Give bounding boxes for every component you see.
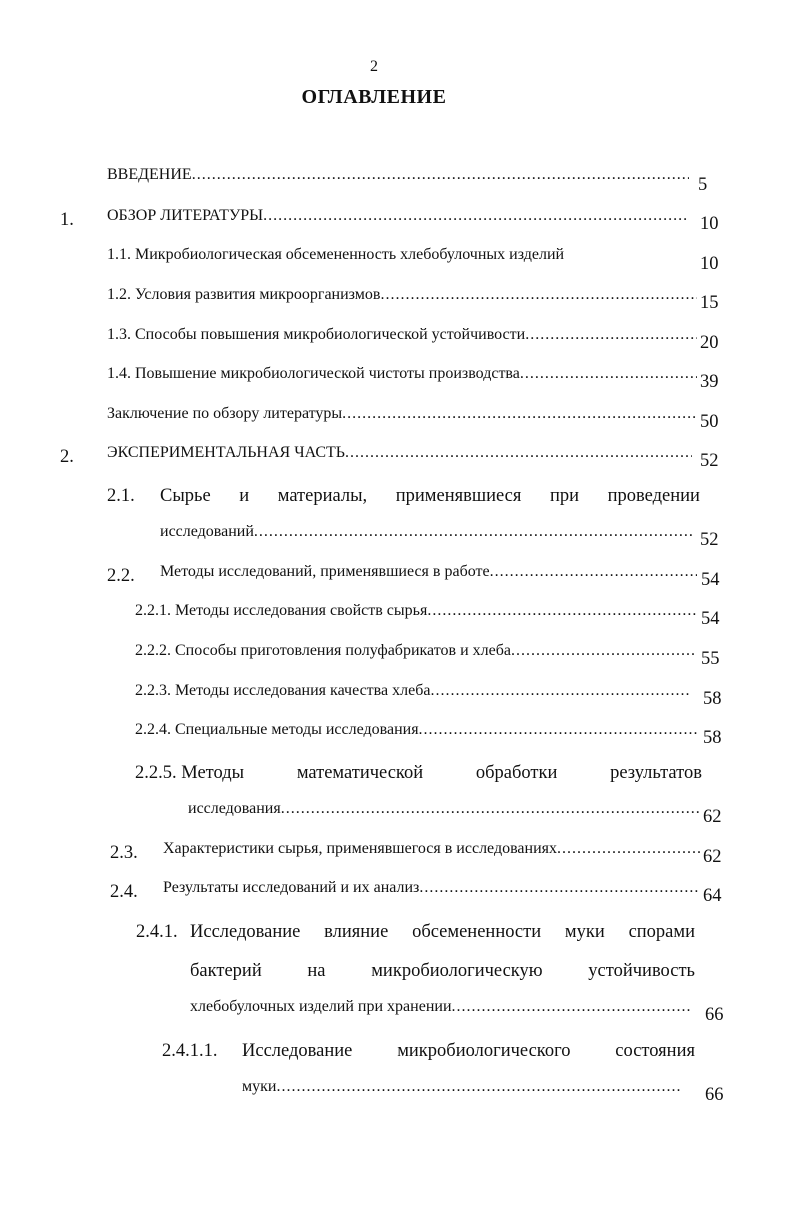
toc-page-number: 54 [701,609,720,629]
leader-dots [276,1078,680,1096]
page-number: 2 [370,58,378,75]
leader-dots [192,166,689,184]
toc-entry-2-1-line1[interactable] [160,483,700,509]
toc-entry-text: 2.2.1. Методы исследования свойств сырья [135,602,428,619]
word: 2.2.5. Методы [135,763,245,783]
word: при [549,486,580,506]
word: обсемененности [412,922,542,942]
toc-page-number: 58 [703,728,722,748]
toc-entry-text: муки [242,1078,277,1095]
toc-entry-2[interactable] [107,444,692,462]
toc-entry-2-1-line2[interactable] [160,523,692,541]
toc-entry-text: ОБЗОР ЛИТЕРАТУРЫ [107,207,264,224]
toc-page-number: 10 [700,254,719,274]
word: результатов [610,763,702,783]
section-number: 2.4.1. [136,922,178,942]
toc-entry-2-4-1-1-line1[interactable] [242,1038,695,1064]
section-number: 2.3. [110,843,138,863]
toc-page-number: 15 [700,293,719,313]
word: на [307,961,326,981]
word: Исследование [190,922,301,942]
leader-dots [345,444,692,462]
word: микробиологического [397,1041,571,1061]
toc-page-number: 5 [698,175,708,195]
toc-entry-text: Заключение по обзору литературы [107,405,343,422]
toc-page-number: 50 [700,412,719,432]
leader-dots [490,563,697,581]
toc-entry-2-4[interactable] [163,879,700,897]
toc-entry-2-4-1-line1[interactable] [190,919,695,945]
toc-page-number: 64 [703,886,722,906]
toc-entry-text: 1.2. Условия развития микроорганизмов [107,286,381,303]
leader-dots [557,840,700,858]
leader-dots [419,721,697,739]
toc-entry-text: 1.3. Способы повышения микробиологической устойчивости [107,326,526,343]
word: Сырье [160,486,211,506]
leader-dots [525,326,697,344]
word: обработки [475,763,558,783]
section-number: 2.2. [107,566,135,586]
toc-entry-text: 1.1. Микробиологическая обсемененность хлебобулочных изделий [107,246,565,263]
toc-entry-2-2-5-line1[interactable] [135,760,702,786]
toc-entry-text: ВВЕДЕНИЕ [107,166,192,183]
word: муки [564,922,605,942]
leader-dots [427,602,697,620]
toc-entry-intro[interactable] [107,166,689,184]
toc-entry-2-3[interactable] [163,840,700,858]
toc-page-number: 55 [701,649,720,669]
toc-page-number: 52 [700,530,719,550]
toc-page-number: 10 [700,214,719,234]
word: материалы, [277,486,368,506]
toc-page-number: 54 [701,570,720,590]
word: бактерий [190,961,262,981]
toc-entry-2-4-1-line2[interactable] [190,958,695,984]
word: применявшиеся [395,486,522,506]
section-number: 2.1. [107,486,135,506]
toc-entry-2-2-1[interactable] [135,602,697,620]
toc-entry-1[interactable] [107,207,689,225]
toc-entry-text: 2.2.2. Способы приготовления полуфабрикатов и хлеба [135,642,511,659]
word: влияние [324,922,389,942]
toc-entry-text: 2.2.4. Специальные методы исследования [135,721,419,738]
leader-dots [511,642,697,660]
toc-entry-2-2-4[interactable] [135,721,697,739]
toc-entry-text: ЭКСПЕРИМЕНТАЛЬНАЯ ЧАСТЬ [107,444,345,461]
toc-page-number: 62 [703,847,722,867]
toc-entry-2-2-5-line2[interactable] [188,800,700,818]
leader-dots [281,800,700,818]
section-number: 2.4.1.1. [162,1041,218,1061]
word: Исследование [242,1041,353,1061]
leader-dots [263,207,689,225]
word: состояния [615,1041,695,1061]
toc-entry-text: исследования [188,800,281,817]
toc-entry-2-2[interactable] [160,563,697,581]
word: проведении [607,486,700,506]
toc-entry-1-1[interactable] [107,246,689,264]
leader-dots [430,682,690,700]
word: устойчивость [588,961,695,981]
leader-dots [342,405,697,423]
toc-entry-text: хлебобулочных изделий при хранении [190,998,452,1015]
leader-dots [254,523,692,541]
page-title: ОГЛАВЛЕНИЕ [301,86,447,108]
toc-entry-text: Результаты исследований и их анализ [163,879,420,896]
toc-entry-text: 2.2.3. Методы исследования качества хлеба [135,682,431,699]
section-number: 2.4. [110,882,138,902]
toc-page-number: 62 [703,807,722,827]
leader-dots [419,879,700,897]
section-number: 2. [60,447,74,467]
leader-dots [380,286,697,304]
toc-page-number: 58 [703,689,722,709]
toc-entry-text: Характеристики сырья, применявшегося в исследованиях [163,840,558,857]
toc-entry-text: исследований [160,523,254,540]
leader-dots [452,998,692,1016]
toc-entry-text: Методы исследований, применявшиеся в работе [160,563,490,580]
toc-entry-conclusion[interactable] [107,405,697,423]
toc-page-number: 66 [705,1085,724,1105]
toc-page-number: 66 [705,1005,724,1025]
toc-page-number: 39 [700,372,719,392]
word: спорами [628,922,695,942]
toc-page-number: 20 [700,333,719,353]
toc-entry-1-2[interactable] [107,286,697,304]
toc-entry-text: 1.4. Повышение микробиологической чистоты производства [107,365,520,382]
toc-entry-2-4-1-line3[interactable] [190,998,692,1016]
word: микробиологическую [371,961,543,981]
toc-entry-2-4-1-1-line2[interactable] [242,1078,680,1096]
toc-entry-1-3[interactable] [107,326,697,344]
leader-dots [520,365,697,383]
toc-page-number: 52 [700,451,719,471]
toc-entry-2-2-3[interactable] [135,682,690,700]
section-number: 1. [60,210,74,230]
word: и [239,486,250,506]
word: математической [296,763,424,783]
toc-entry-1-4[interactable] [107,365,697,383]
toc-entry-2-2-2[interactable] [135,642,697,660]
